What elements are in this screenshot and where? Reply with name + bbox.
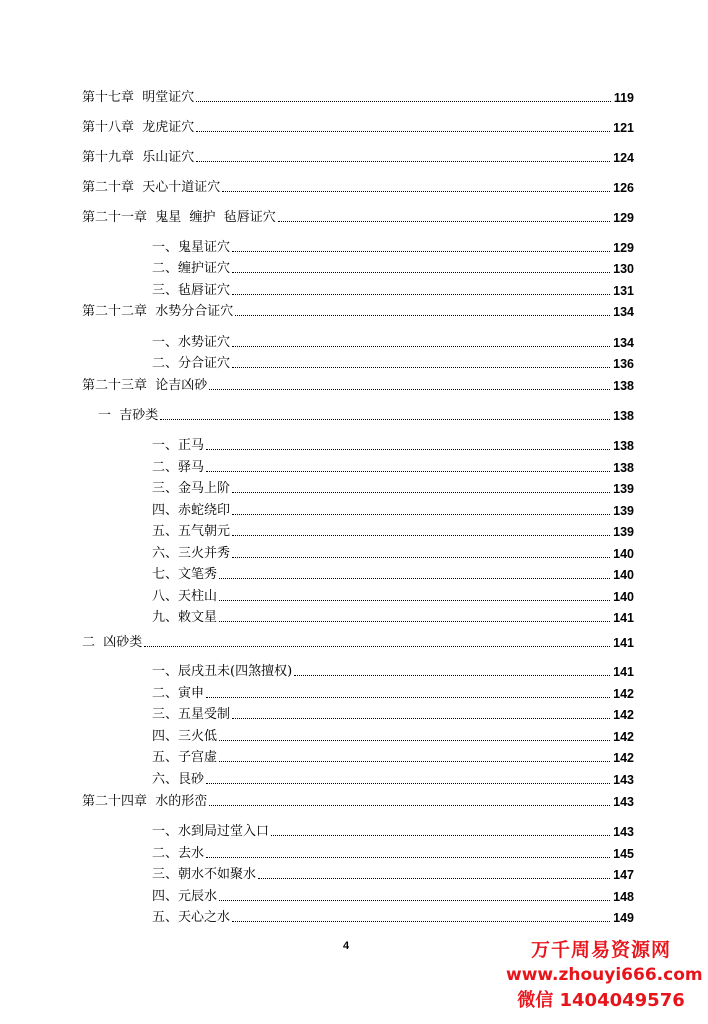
toc-leader-dots [196, 161, 610, 162]
toc-leader-dots [206, 449, 610, 450]
toc-entry[interactable] [152, 725, 634, 745]
toc-entry-page: 140 [613, 547, 634, 561]
toc-leader-dots [209, 389, 610, 390]
toc-entry-title: 第二十章 天心十道证穴 [82, 180, 221, 195]
toc-leader-dots [232, 535, 610, 536]
toc-entry[interactable] [152, 906, 634, 926]
toc-entry[interactable] [152, 236, 634, 256]
toc-entry-page: 141 [613, 636, 634, 650]
toc-leader-dots [232, 251, 610, 252]
toc-entry-title: 第二十四章 水的形峦 [82, 794, 208, 809]
toc-entry[interactable] [152, 563, 634, 583]
toc-leader-dots [294, 675, 610, 676]
toc-entry-title: 三、毡唇证穴 [152, 283, 231, 298]
toc-leader-dots [196, 131, 610, 132]
toc-entry[interactable] [82, 790, 634, 810]
toc-entry-page: 131 [613, 284, 634, 298]
toc-entry-title: 一、正马 [152, 438, 205, 453]
toc-entry-page: 138 [613, 461, 634, 475]
watermark-contact: 微信 1404049576 [517, 990, 685, 1011]
toc-entry-title: 一、水势证穴 [152, 335, 231, 350]
watermark-url: www.zhouyi666.com [506, 965, 703, 985]
toc-leader-dots [209, 805, 610, 806]
toc-entry-title: 二 凶砂类 [82, 635, 143, 650]
toc-entry-title: 四、赤蛇绕印 [152, 503, 231, 518]
toc-entry-page: 143 [613, 773, 634, 787]
toc-leader-dots [232, 492, 610, 493]
toc-entry-page: 143 [613, 795, 634, 809]
toc-entry[interactable] [152, 863, 634, 883]
toc-entry-page: 139 [613, 504, 634, 518]
toc-entry-title: 七、文笔秀 [152, 567, 218, 582]
toc-leader-dots [232, 514, 610, 515]
toc-leader-dots [232, 718, 610, 719]
toc-entry-title: 二、驿马 [152, 460, 205, 475]
toc-entry[interactable] [82, 631, 634, 651]
toc-entry[interactable] [152, 703, 634, 723]
toc-leader-dots [206, 471, 610, 472]
watermark [506, 938, 703, 1013]
toc-entry-title: 一、鬼星证穴 [152, 240, 231, 255]
toc-entry[interactable] [152, 606, 634, 626]
toc-entry-page: 142 [613, 730, 634, 744]
toc-entry-title: 三、朝水不如聚水 [152, 867, 257, 882]
toc-entry-page: 129 [613, 241, 634, 255]
toc-entry[interactable] [152, 842, 634, 862]
toc-leader-dots [232, 294, 610, 295]
toc-entry[interactable] [82, 86, 634, 106]
toc-entry[interactable] [152, 499, 634, 519]
toc-entry-page: 148 [613, 890, 634, 904]
toc-entry-page: 136 [613, 357, 634, 371]
toc-entry-page: 149 [613, 911, 634, 925]
toc-entry[interactable] [152, 456, 634, 476]
toc-entry[interactable] [82, 146, 634, 166]
toc-entry-page: 140 [613, 568, 634, 582]
toc-entry[interactable] [152, 331, 634, 351]
toc-leader-dots [219, 578, 610, 579]
toc-entry[interactable] [82, 206, 634, 226]
toc-leader-dots [232, 921, 610, 922]
toc-entry-page: 119 [613, 91, 634, 105]
toc-entry-title: 四、元辰水 [152, 889, 218, 904]
toc-entry-title: 二、寅申 [152, 686, 205, 701]
toc-leader-dots [206, 783, 610, 784]
toc-entry[interactable] [152, 820, 634, 840]
toc-entry-title: 四、三火低 [152, 729, 218, 744]
toc-entry[interactable] [152, 768, 634, 788]
toc-entry-title: 八、天柱山 [152, 589, 218, 604]
toc-entry-page: 129 [613, 211, 634, 225]
toc-entry-page: 138 [613, 409, 634, 423]
toc-leader-dots [222, 191, 610, 192]
toc-entry[interactable] [82, 300, 634, 320]
watermark-site-name: 万千周易资源网 [530, 939, 671, 961]
toc-entry[interactable] [152, 352, 634, 372]
toc-leader-dots [196, 101, 611, 102]
toc-entry-title: 五、天心之水 [152, 910, 231, 925]
toc-entry-title: 第二十二章 水势分合证穴 [82, 304, 234, 319]
toc-entry-page: 140 [613, 590, 634, 604]
toc-entry-title: 三、五星受制 [152, 707, 231, 722]
toc-entry[interactable] [152, 585, 634, 605]
toc-entry-title: 第十九章 乐山证穴 [82, 150, 195, 165]
toc-entry-page: 141 [613, 665, 634, 679]
toc-entry-page: 145 [613, 847, 634, 861]
toc-entry-page: 134 [613, 336, 634, 350]
toc-entry[interactable] [152, 746, 634, 766]
toc-entry-page: 142 [613, 687, 634, 701]
toc-entry[interactable] [82, 374, 634, 394]
toc-leader-dots [258, 878, 610, 879]
toc-entry-title: 第二十三章 论吉凶砂 [82, 378, 208, 393]
toc-leader-dots [271, 835, 610, 836]
toc-entry-title: 六、三火并秀 [152, 546, 231, 561]
toc-entry[interactable] [152, 542, 634, 562]
toc-entry[interactable] [152, 257, 634, 277]
toc-entry-page: 134 [613, 305, 634, 319]
toc-leader-dots [278, 221, 610, 222]
toc-entry-page: 126 [613, 181, 634, 195]
toc-entry-title: 一、水到局过堂入口 [152, 824, 270, 839]
toc-entry-page: 142 [613, 751, 634, 765]
toc-entry-page: 142 [613, 708, 634, 722]
toc-leader-dots [219, 900, 610, 901]
toc-entry-page: 143 [613, 825, 634, 839]
toc-entry-title: 二、分合证穴 [152, 356, 231, 371]
toc-entry[interactable] [152, 660, 634, 680]
toc-entry-title: 第十八章 龙虎证穴 [82, 120, 195, 135]
toc-leader-dots [232, 367, 610, 368]
toc-entry[interactable] [82, 116, 634, 136]
toc-entry[interactable] [98, 404, 634, 424]
toc-leader-dots [206, 857, 610, 858]
toc-leader-dots [219, 740, 610, 741]
page-number: 4 [343, 940, 350, 952]
toc-entry[interactable] [152, 885, 634, 905]
toc-entry-title: 一、辰戌丑未(四煞擅权) [152, 664, 293, 679]
toc-entry[interactable] [152, 477, 634, 497]
toc-entry[interactable] [152, 682, 634, 702]
toc-leader-dots [219, 600, 610, 601]
toc-leader-dots [232, 557, 610, 558]
toc-entry-title: 五、五气朝元 [152, 524, 231, 539]
toc-leader-dots [160, 419, 610, 420]
toc-leader-dots [232, 272, 610, 273]
toc-entry-page: 147 [613, 868, 634, 882]
toc-entry-page: 139 [613, 525, 634, 539]
toc-entry-title: 二、去水 [152, 846, 205, 861]
toc-entry-page: 138 [613, 379, 634, 393]
toc-leader-dots [206, 697, 610, 698]
toc-entry[interactable] [82, 176, 634, 196]
toc-leader-dots [144, 646, 610, 647]
toc-entry-title: 五、子宫虚 [152, 750, 218, 765]
toc-leader-dots [235, 315, 610, 316]
toc-entry[interactable] [152, 520, 634, 540]
toc-entry[interactable] [152, 434, 634, 454]
toc-entry-page: 139 [613, 482, 634, 496]
toc-entry-title: 第二十一章 鬼星 缠护 毡唇证穴 [82, 210, 276, 225]
toc-leader-dots [219, 761, 610, 762]
toc-entry-title: 六、艮砂 [152, 772, 205, 787]
toc-entry-page: 130 [613, 262, 634, 276]
toc-entry-page: 124 [613, 151, 634, 165]
toc-leader-dots [219, 621, 610, 622]
toc-entry-title: 二、缠护证穴 [152, 261, 231, 276]
toc-entry-page: 138 [613, 439, 634, 453]
toc-entry-title: 九、敕文星 [152, 610, 218, 625]
toc-entry-title: 三、金马上阶 [152, 481, 231, 496]
toc-entry-page: 121 [613, 121, 634, 135]
toc-entry[interactable] [152, 279, 634, 299]
toc-entry-title: 第十七章 明堂证穴 [82, 90, 195, 105]
toc-entry-page: 141 [613, 611, 634, 625]
toc-entry-title: 一 吉砂类 [98, 408, 159, 423]
toc-leader-dots [232, 346, 610, 347]
